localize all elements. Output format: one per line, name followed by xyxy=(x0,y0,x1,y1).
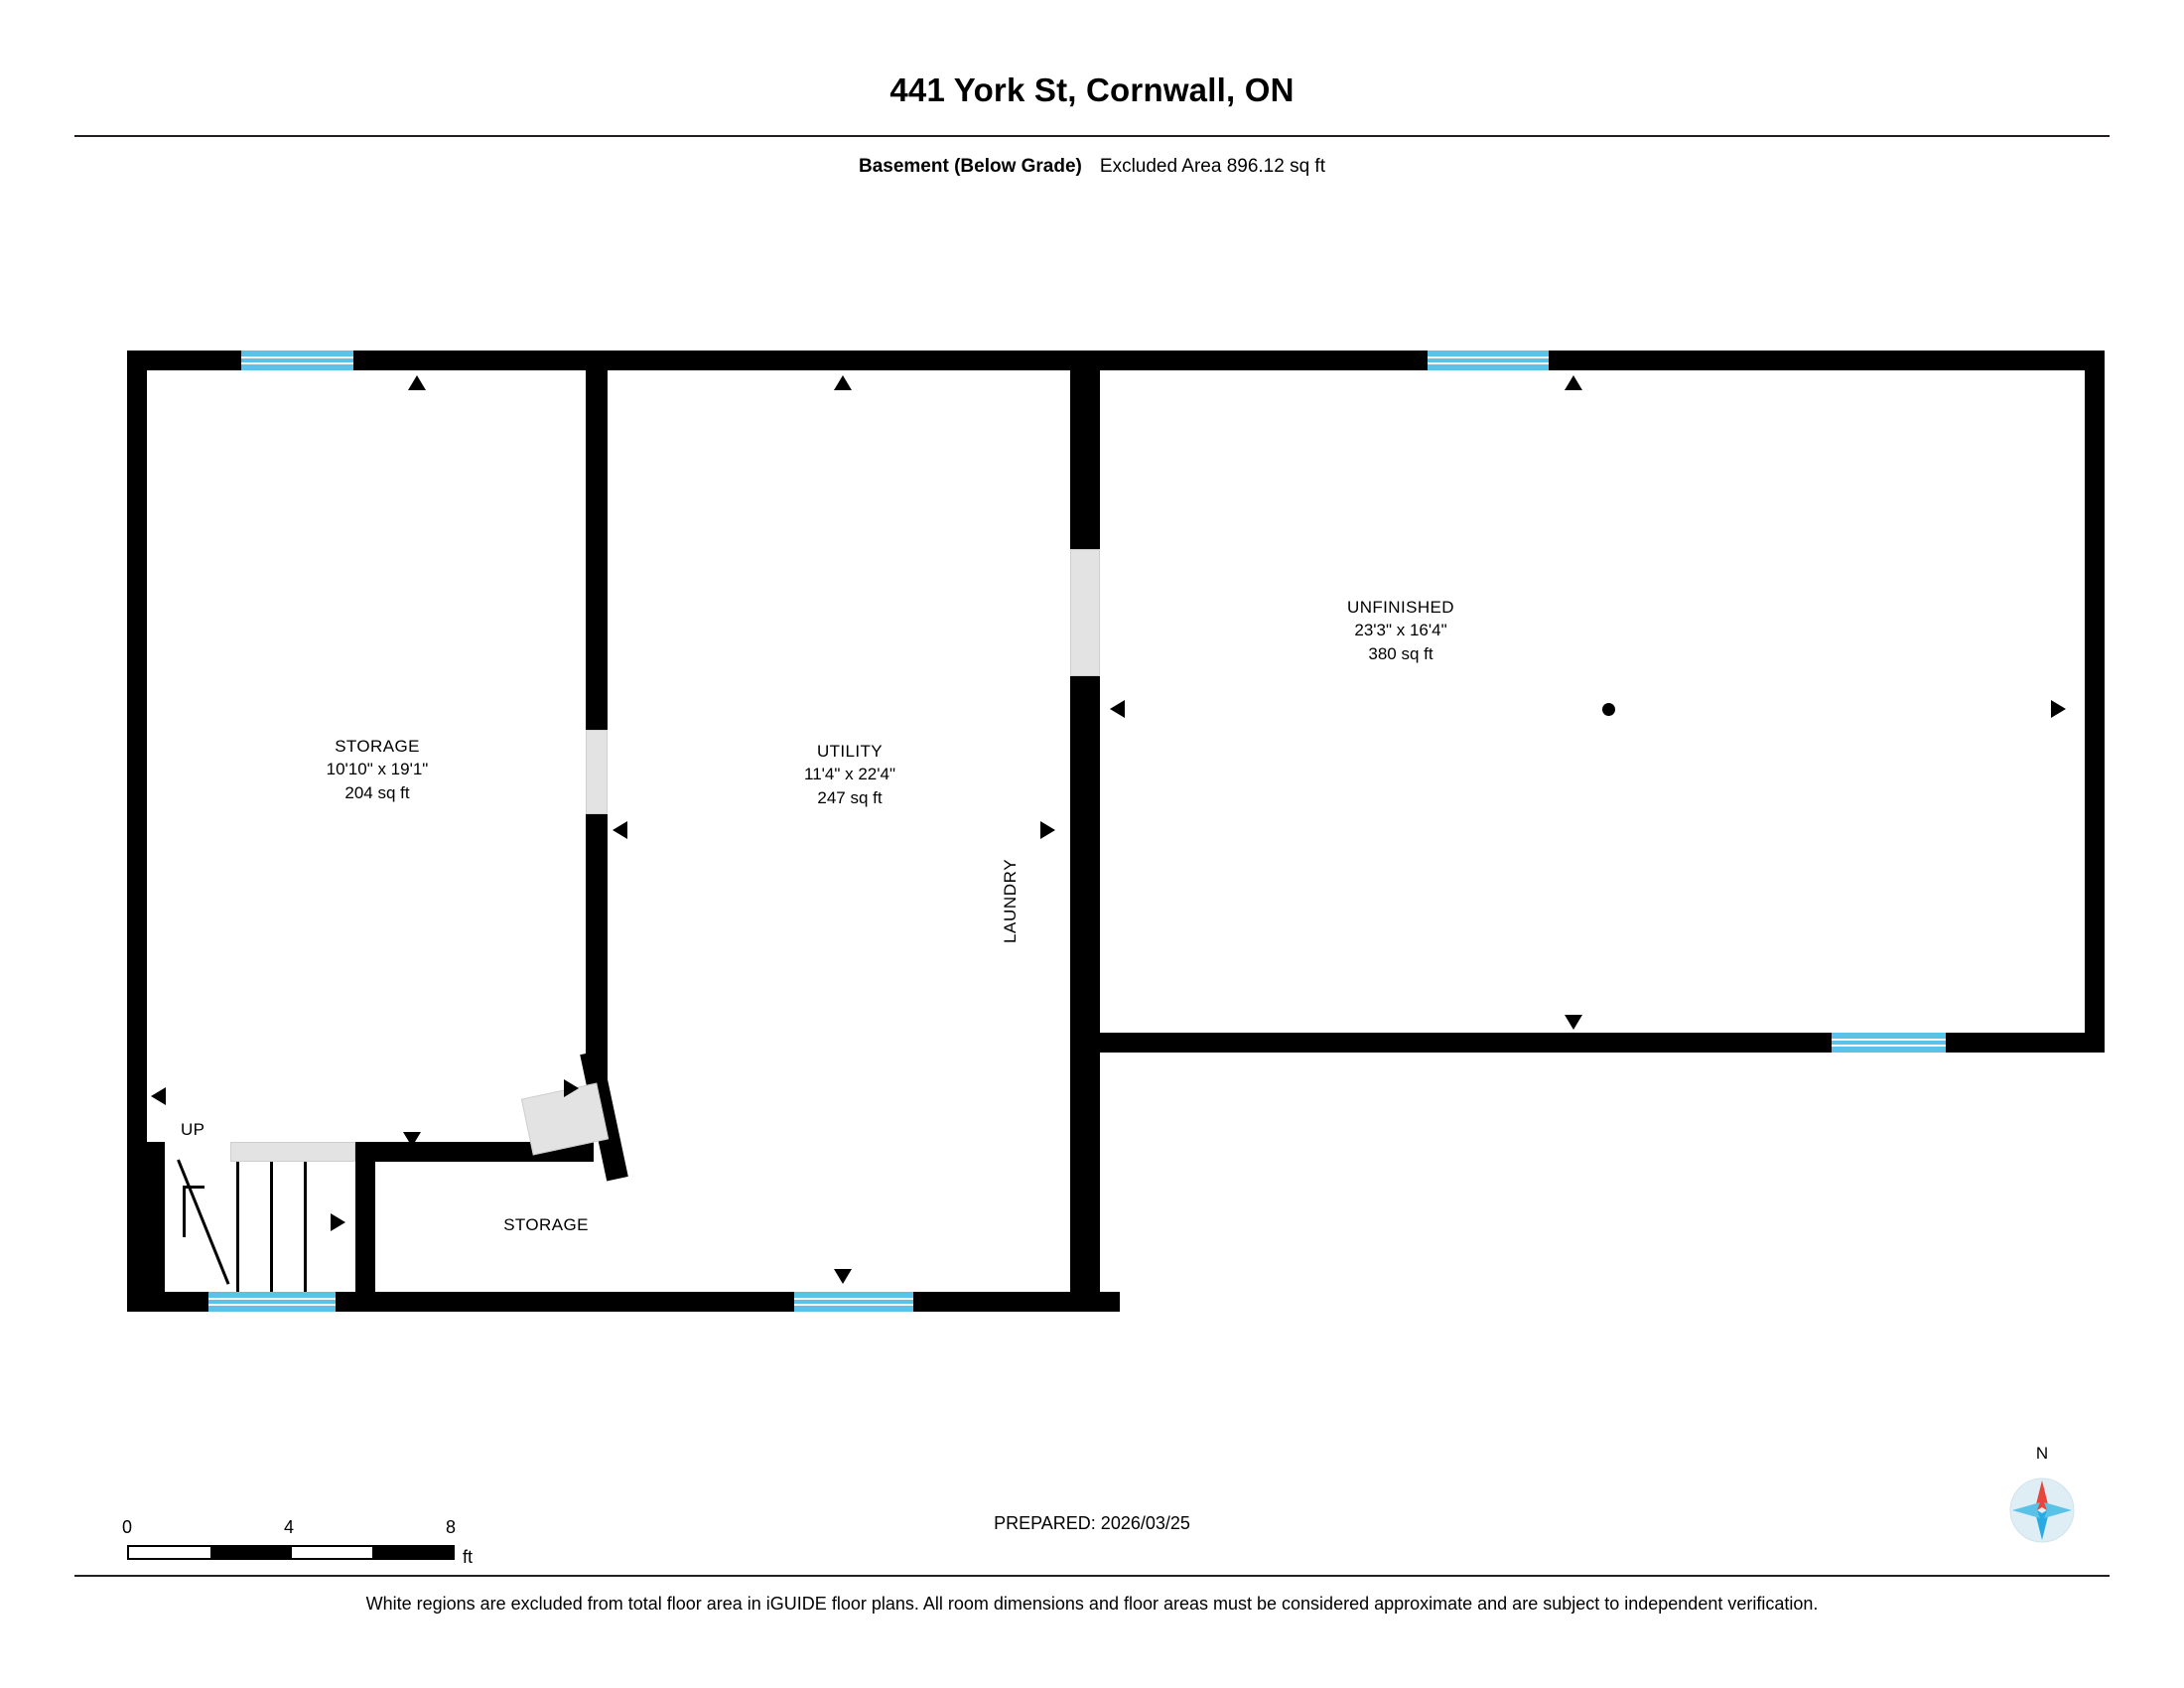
view-arrow-utility-east xyxy=(1040,821,1055,839)
view-arrow-stair-south xyxy=(403,1132,421,1147)
stair-tread-1 xyxy=(236,1162,239,1292)
room-label-storage: STORAGE 10'10" x 19'1" 204 sq ft xyxy=(326,737,429,802)
scale-units-label: ft xyxy=(463,1547,474,1567)
view-arrow-utility-north xyxy=(834,375,852,390)
stairs-area xyxy=(165,1162,355,1292)
compass-rose xyxy=(1997,1444,2087,1553)
wall-stair-left xyxy=(147,1142,165,1312)
door-opening-storage-utility xyxy=(586,730,608,814)
room-label-laundry: LAUNDRY xyxy=(1001,858,1020,943)
compass-icon xyxy=(1997,1466,2087,1555)
view-arrow-unfinished-north xyxy=(1565,375,1582,390)
wall-stair-divider xyxy=(355,1142,375,1312)
view-arrow-unfinished-west xyxy=(1110,700,1125,718)
stair-rail-horizontal xyxy=(183,1186,205,1189)
wall-bottom-right xyxy=(1100,1033,2105,1053)
view-arrow-storage-door-west xyxy=(613,821,627,839)
floor-label: Basement (Below Grade) xyxy=(858,156,1082,177)
room-label-unfinished: UNFINISHED 23'3" x 16'4" 380 sq ft xyxy=(1347,598,1454,663)
view-arrow-stair-west xyxy=(151,1087,166,1105)
wall-storage-jog-vertical xyxy=(586,834,608,1082)
room-label-storage-secondary: STORAGE xyxy=(503,1215,589,1234)
stairs-up-label: UP xyxy=(181,1120,205,1139)
wall-top-right xyxy=(1100,351,2105,370)
page-title: 441 York St, Cornwall, ON xyxy=(889,71,1295,108)
window-bottom-stairs xyxy=(208,1292,336,1312)
stair-rail-vertical xyxy=(183,1186,186,1237)
view-arrow-unfinished-south xyxy=(1565,1015,1582,1030)
scale-tick-0: 0 xyxy=(121,1517,132,1537)
camera-point-unfinished xyxy=(1602,703,1615,716)
window-top-right xyxy=(1428,351,1549,370)
window-bottom-right xyxy=(1832,1033,1946,1053)
stair-tread-3 xyxy=(304,1162,307,1292)
wall-bottom-middle xyxy=(355,1292,1120,1312)
footer-divider xyxy=(74,1575,2110,1577)
door-opening-stair-landing xyxy=(230,1142,355,1162)
compass-north-label: N xyxy=(2035,1444,2049,1463)
window-bottom-middle xyxy=(794,1292,913,1312)
stair-direction-arrow xyxy=(331,1213,345,1231)
scale-bar-graphic xyxy=(127,1545,455,1560)
view-arrow-unfinished-east xyxy=(2051,700,2066,718)
room-label-utility: UTILITY 11'4" x 22'4" 247 sq ft xyxy=(804,742,895,807)
view-arrow-storage-north xyxy=(408,375,426,390)
prepared-date: PREPARED: 2026/03/25 xyxy=(994,1513,1190,1533)
disclaimer-text: White regions are excluded from total floor area in iGUIDE floor plans. All room dimensions and floor areas must be considered approximate and are subject to independent verification. xyxy=(365,1594,1819,1614)
stair-tread-2 xyxy=(270,1162,273,1292)
door-opening-utility-unfinished xyxy=(1070,549,1100,676)
window-top-left xyxy=(241,351,353,370)
excluded-area-label: Excluded Area 896.12 sq ft xyxy=(1099,156,1325,177)
wall-storage-utility-upper xyxy=(586,351,608,730)
scale-tick-8: 8 xyxy=(445,1517,456,1537)
wall-left-exterior xyxy=(127,351,147,1312)
view-arrow-storage-lower-east xyxy=(564,1079,579,1097)
wall-right-exterior xyxy=(2085,351,2105,1053)
wall-middle-right-divider xyxy=(1070,351,1100,1312)
scale-tick-4: 4 xyxy=(283,1517,294,1537)
view-arrow-storage2-south xyxy=(834,1269,852,1284)
